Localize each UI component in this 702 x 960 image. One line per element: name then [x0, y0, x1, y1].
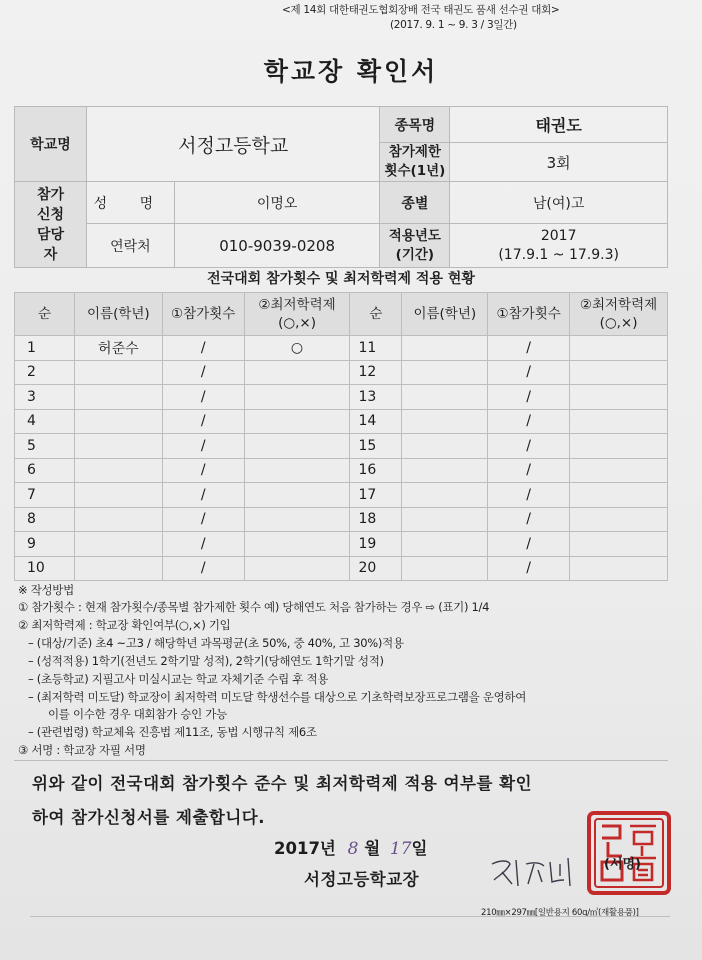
section-title: 전국대회 참가횟수 및 최저학력제 적용 현황: [207, 271, 475, 287]
row-count: /: [488, 385, 570, 410]
row-no: 4: [15, 409, 75, 434]
row-name: 허준수: [74, 336, 162, 361]
row-no: 14: [350, 409, 402, 434]
statement-line-1: 위와 같이 전국대회 참가횟수 준수 및 최저학력제 적용 여부를 확인: [32, 774, 533, 793]
row-min: [570, 385, 668, 410]
row-no: 20: [350, 556, 402, 581]
note-2d-cont: 이를 이수한 경우 대회참가 승인 가능: [48, 707, 227, 721]
row-name: [402, 458, 488, 483]
principal-title: 서정고등학교장: [304, 870, 420, 889]
row-no: 9: [15, 532, 75, 557]
note-3: ③ 서명 : 학교장 자필 서명: [18, 743, 146, 757]
note-2d: – (최저학력 미도달) 학교장이 최저학력 미도달 학생선수를 대상으로 기초학력보장프로그램을 운영하여: [28, 690, 526, 704]
row-no: 13: [350, 385, 402, 410]
table-row: [15, 458, 668, 483]
row-no: 10: [15, 556, 75, 581]
bottom-divider: [30, 916, 670, 917]
row-no: 18: [350, 507, 402, 532]
row-name: [402, 409, 488, 434]
note-2e: – (관련법령) 학교체육 진흥법 제11조, 동법 시행규칙 제6조: [28, 725, 317, 739]
col-header-count: ①참가횟수: [162, 293, 244, 336]
row-min: [244, 409, 350, 434]
row-min: [244, 532, 350, 557]
row-min: [244, 434, 350, 459]
table-row: [15, 360, 668, 385]
row-no: 2: [15, 360, 75, 385]
row-count: /: [162, 532, 244, 557]
row-count: /: [162, 336, 244, 361]
row-count: /: [162, 507, 244, 532]
row-no: 16: [350, 458, 402, 483]
row-name: [402, 532, 488, 557]
row-no: 19: [350, 532, 402, 557]
col-header-count: ①참가횟수: [488, 293, 570, 336]
row-name: [74, 483, 162, 508]
year-value: 2017: [540, 227, 577, 244]
row-name: [74, 434, 162, 459]
col-header-name: 이름(학년): [402, 293, 488, 336]
row-count: /: [488, 434, 570, 459]
note-2c: – (초등학교) 지필고사 미실시교는 학교 자체기준 수립 후 적용: [28, 672, 329, 686]
row-min: [570, 434, 668, 459]
row-count: /: [162, 434, 244, 459]
col-header-min: ②최저학력제 (○,×): [570, 293, 668, 336]
row-name: [74, 556, 162, 581]
row-name: [74, 458, 162, 483]
row-name: [402, 556, 488, 581]
row-count: /: [162, 385, 244, 410]
seal-label: (서명): [604, 857, 641, 872]
table-header-row: [15, 293, 668, 336]
table-row: [15, 385, 668, 410]
row-count: /: [162, 409, 244, 434]
note-2a: – (대상/기준) 초4 ~고3 / 해당학년 과목평균(초 50%, 중 40%, 고 30%)적용: [28, 636, 404, 650]
contact-label: 연락처: [86, 224, 174, 268]
row-min: [570, 336, 668, 361]
event-period: (2017. 9. 1 ~ 9. 3 / 3일간): [390, 19, 517, 31]
col-header-no: 순: [15, 293, 75, 336]
sport-label: 종목명: [380, 107, 450, 143]
person-label: 참가 신청 담당자: [15, 182, 87, 268]
row-no: 11: [350, 336, 402, 361]
gender-label: 종별: [380, 182, 450, 224]
row-min: [570, 556, 668, 581]
table-row: [15, 507, 668, 532]
row-min: [244, 360, 350, 385]
year-cell: [450, 224, 668, 268]
row-no: 3: [15, 385, 75, 410]
row-no: 1: [15, 336, 75, 361]
row-count: /: [488, 507, 570, 532]
table-row: [15, 483, 668, 508]
row-min: [244, 458, 350, 483]
school-label: 학교명: [15, 107, 87, 182]
submission-date: [274, 835, 428, 859]
name-label: 성 명: [86, 182, 174, 224]
row-no: 5: [15, 434, 75, 459]
row-name: [74, 385, 162, 410]
school-value: 서정고등학교: [86, 107, 380, 182]
paper-spec: 210㎜×297㎜[일반용지 60g/㎡(재활용품)]: [481, 908, 639, 918]
row-no: 12: [350, 360, 402, 385]
row-name: [74, 507, 162, 532]
row-min: [570, 458, 668, 483]
row-count: /: [488, 409, 570, 434]
event-title: <제 14회 대한태권도협회장배 전국 태권도 품새 선수권 대회>: [282, 4, 560, 16]
row-count: /: [162, 458, 244, 483]
divider: [14, 760, 668, 761]
col-header-min: ②최저학력제 (○,×): [244, 293, 350, 336]
row-name: [402, 483, 488, 508]
row-count: /: [488, 360, 570, 385]
row-min: [244, 483, 350, 508]
row-min: [244, 507, 350, 532]
note-2: ② 최저학력제 : 학교장 확인여부(○,×) 기입: [18, 618, 231, 632]
row-name: [74, 360, 162, 385]
row-no: 8: [15, 507, 75, 532]
row-name: [402, 434, 488, 459]
row-count: /: [162, 360, 244, 385]
row-count: /: [488, 458, 570, 483]
table-row: [15, 336, 668, 361]
row-name: [74, 532, 162, 557]
statement-line-2: 하여 참가신청서를 제출합니다.: [32, 808, 265, 827]
page-title: 학교장 확인서: [263, 57, 439, 86]
row-min: [570, 532, 668, 557]
date-day-unit: 일: [411, 839, 428, 858]
year-period: (17.9.1 ~ 17.9.3): [498, 246, 619, 263]
row-count: /: [162, 556, 244, 581]
row-no: 15: [350, 434, 402, 459]
row-name: [402, 507, 488, 532]
row-name: [402, 385, 488, 410]
date-day: 17: [389, 839, 412, 859]
row-min: [244, 385, 350, 410]
note-1: ① 참가횟수 : 현재 참가횟수/종목별 참가제한 횟수 예) 당해연도 처음 참가하는 경우 ⇨ (표기) 1/4: [18, 600, 490, 614]
limit-value: 3회: [450, 143, 668, 182]
row-name: [402, 360, 488, 385]
note-2b: – (성적적용) 1학기(전년도 2학기말 성적), 2학기(당해연도 1학기말 성적): [28, 654, 384, 668]
row-min: [570, 360, 668, 385]
col-header-name: 이름(학년): [74, 293, 162, 336]
table-row: [15, 409, 668, 434]
table-row: [15, 532, 668, 557]
info-table: [14, 106, 668, 268]
row-no: 7: [15, 483, 75, 508]
row-count: /: [488, 532, 570, 557]
row-min: [570, 507, 668, 532]
row-count: /: [488, 336, 570, 361]
handwritten-signature: [488, 850, 578, 890]
date-year: 2017년: [274, 839, 336, 858]
row-count: /: [488, 483, 570, 508]
row-min: ○: [244, 336, 350, 361]
row-name: [74, 409, 162, 434]
row-no: 6: [15, 458, 75, 483]
year-label: 적용년도 (기간): [380, 224, 450, 268]
date-month-unit: 월: [364, 839, 381, 858]
table-row: [15, 556, 668, 581]
row-name: [402, 336, 488, 361]
limit-label: 참가제한 횟수(1년): [380, 143, 450, 182]
date-month: 8: [347, 839, 359, 859]
row-min: [244, 556, 350, 581]
row-count: /: [488, 556, 570, 581]
table-row: [15, 434, 668, 459]
contact-value: 010-9039-0208: [174, 224, 380, 268]
col-header-no: 순: [350, 293, 402, 336]
participation-table: [14, 292, 668, 581]
name-value: 이명오: [174, 182, 380, 224]
gender-value: 남(여)고: [450, 182, 668, 224]
sport-value: 태권도: [450, 107, 668, 143]
row-no: 17: [350, 483, 402, 508]
notes-heading: ※ 작성방법: [18, 583, 74, 597]
row-count: /: [162, 483, 244, 508]
row-min: [570, 409, 668, 434]
row-min: [570, 483, 668, 508]
